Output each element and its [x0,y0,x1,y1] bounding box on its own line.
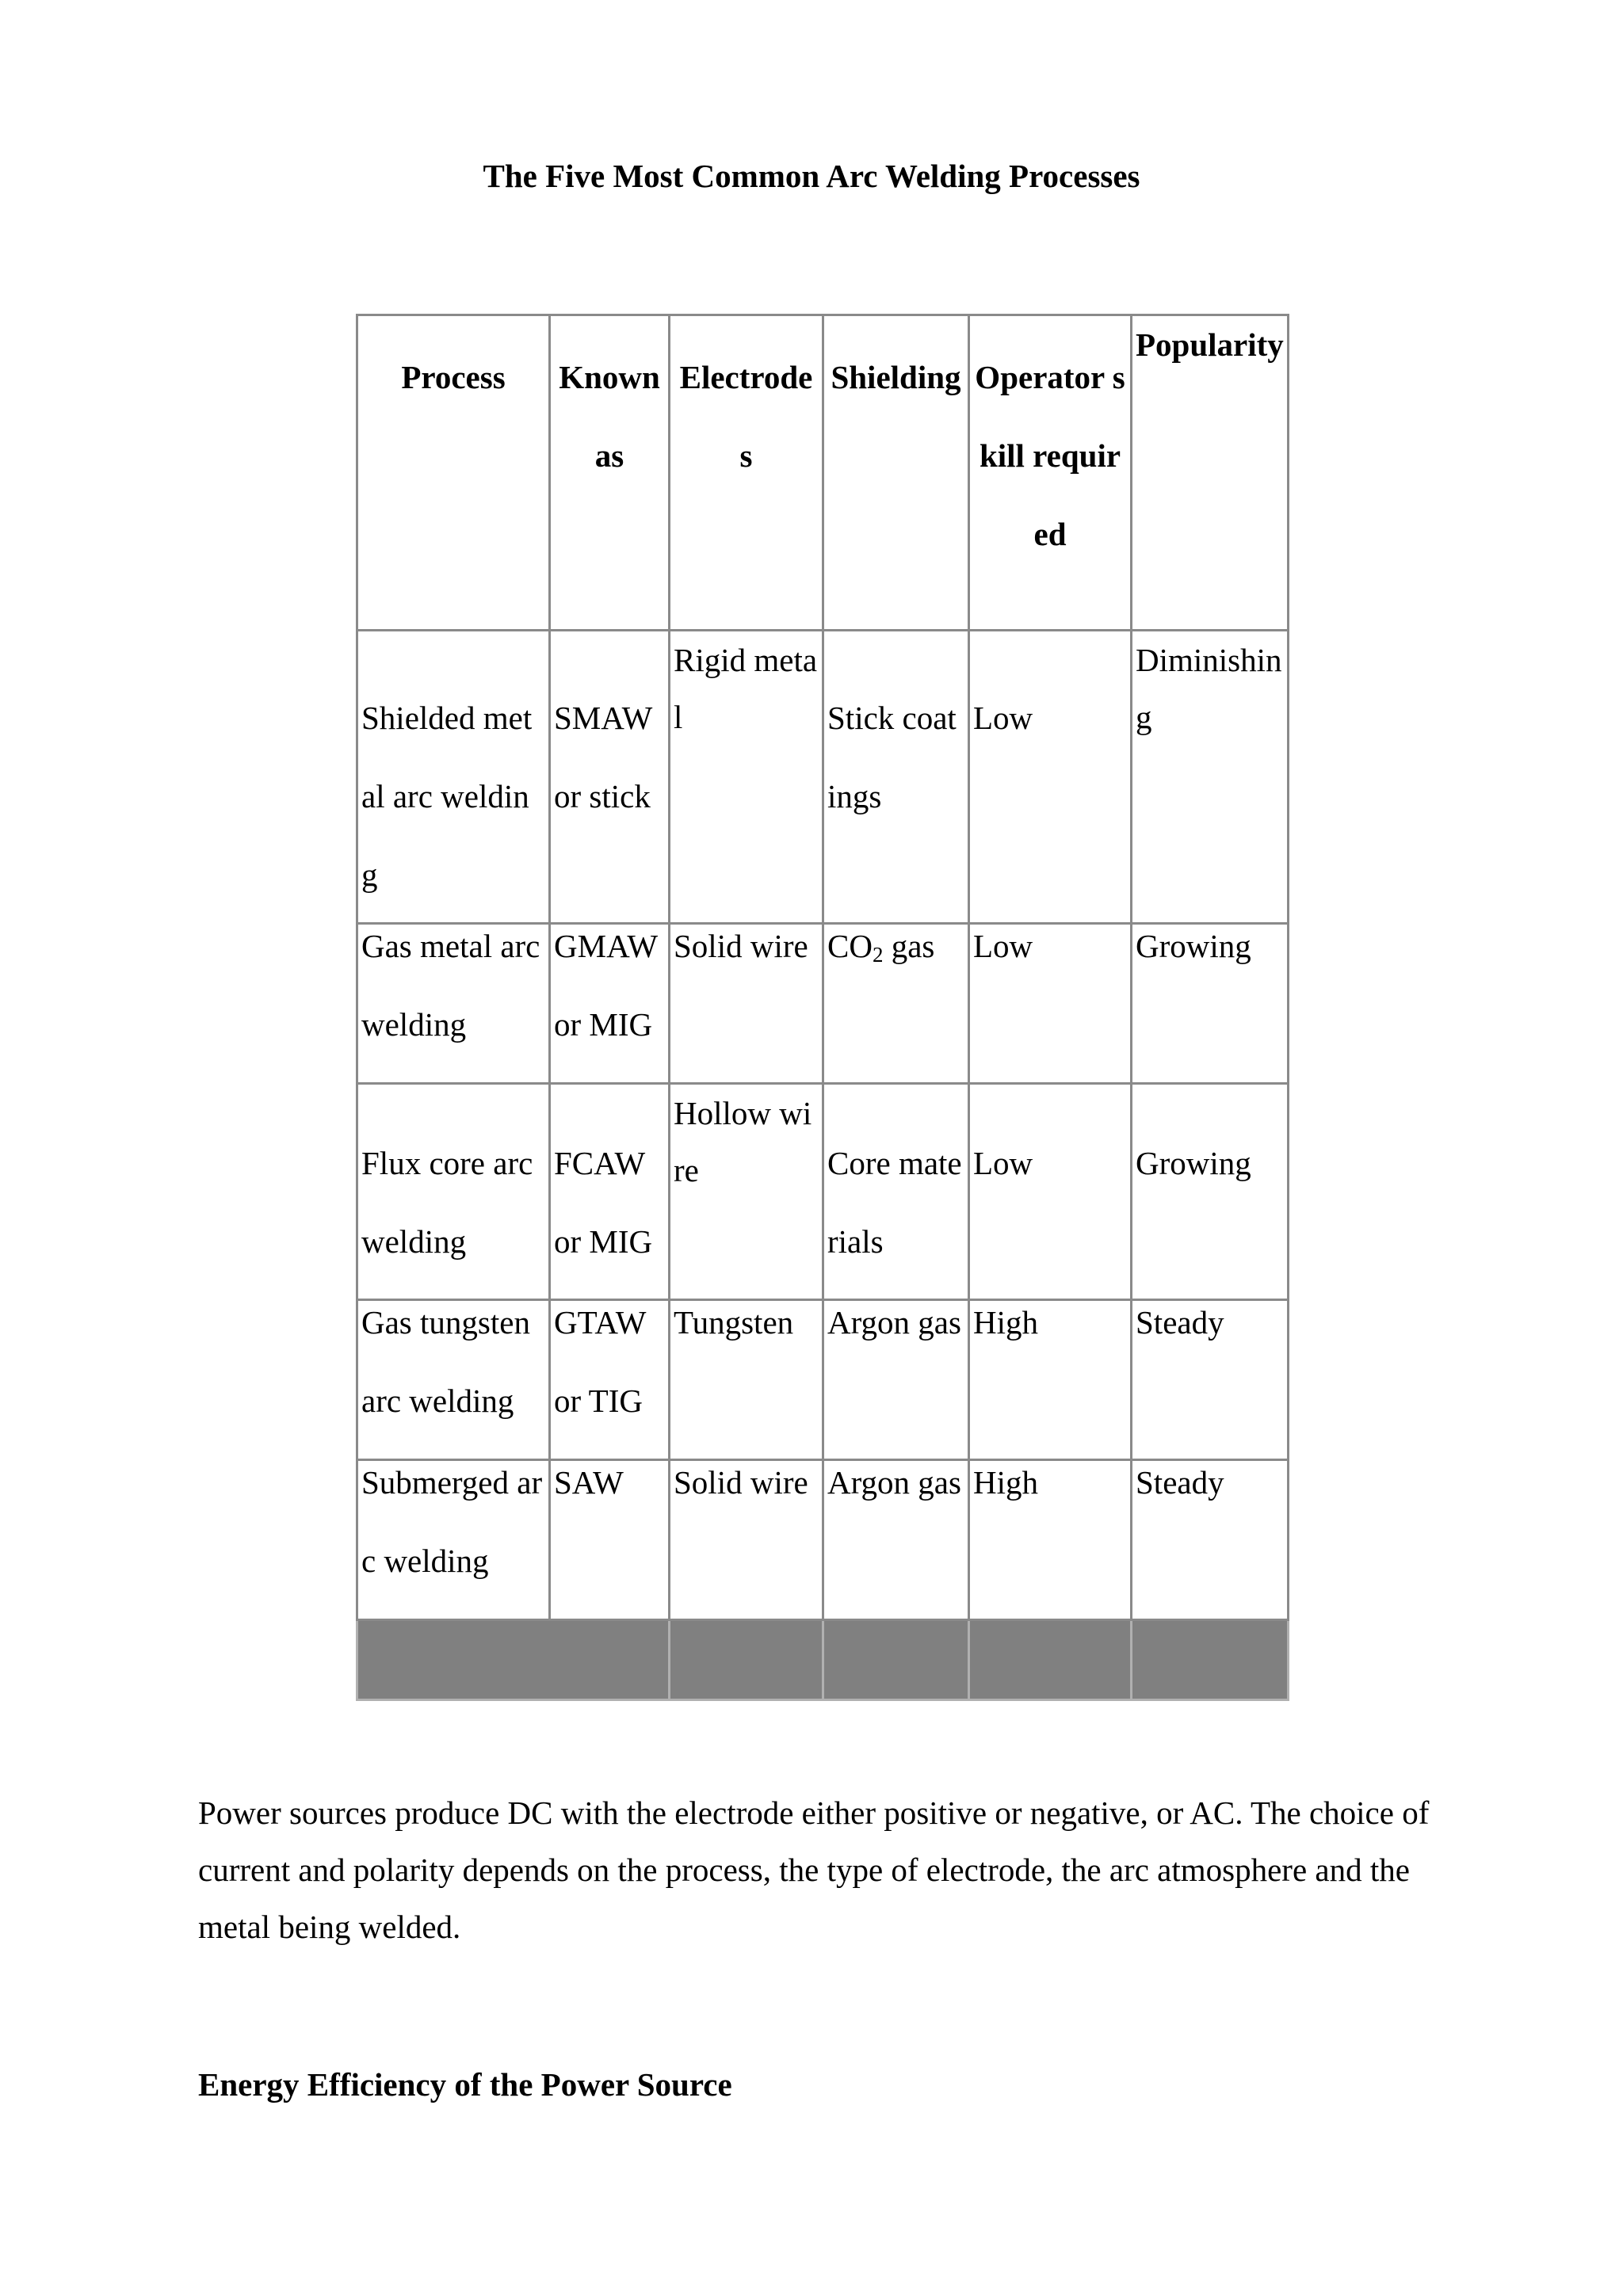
cell-process: Gas tungsten arc welding [357,1300,550,1460]
cell-electrodes: Hollow wire [670,1084,823,1300]
cell-electrodes: Solid wire [670,924,823,1084]
table-row [357,924,1289,1084]
cell-known-as: SMAW or stick [550,631,670,924]
footer-cell [1132,1620,1289,1700]
cell-known-as: FCAW or MIG [550,1084,670,1300]
footer-cell [670,1620,823,1700]
cell-shielding: Argon gas [823,1460,969,1620]
cell-operator-skill: Low [969,924,1132,1084]
header-process: Process [357,315,550,631]
header-popularity: Popularity [1132,315,1289,631]
cell-operator-skill: Low [969,631,1132,924]
cell-known-as: GTAW or TIG [550,1300,670,1460]
cell-process: Flux core arc welding [357,1084,550,1300]
cell-electrodes: Rigid metal [670,631,823,924]
footer-cell [357,1620,670,1700]
cell-known-as: GMAW or MIG [550,924,670,1084]
cell-shielding: Argon gas [823,1300,969,1460]
table-row [357,1460,1289,1620]
cell-known-as: SAW [550,1460,670,1620]
body-paragraph: Power sources produce DC with the electrode either positive or negative, or AC. The choice of current and polarity depends on the process, the type of electrode, the arc atmosphere and the metal being welded. [198,1794,1430,1945]
table-row [357,1084,1289,1300]
cell-operator-skill: High [969,1300,1132,1460]
header-electrodes: Electrodes [670,315,823,631]
cell-shielding: Core materials [823,1084,969,1300]
cell-operator-skill: High [969,1460,1132,1620]
cell-popularity: Growing [1132,924,1289,1084]
welding-processes-table [356,314,1289,1701]
header-operator-skill: Operator skill required [969,315,1132,631]
table-header-row [357,315,1289,631]
section-heading: Energy Efficiency of the Power Source [198,2066,732,2103]
page-title: The Five Most Common Arc Welding Processes [483,158,1140,194]
cell-popularity: Diminishing [1132,631,1289,924]
cell-process: Submerged arc welding [357,1460,550,1620]
table-row [357,1300,1289,1460]
cell-popularity: Growing [1132,1084,1289,1300]
cell-shielding: $CO_2$ gas [823,924,969,1084]
cell-operator-skill: Low [969,1084,1132,1300]
table-footer-row [357,1620,1289,1700]
cell-popularity: Steady [1132,1300,1289,1460]
cell-electrodes: Solid wire [670,1460,823,1620]
cell-shielding: Stick coatings [823,631,969,924]
cell-process: Shielded metal arc welding [357,631,550,924]
cell-electrodes: Tungsten [670,1300,823,1460]
header-shielding: Shielding [823,315,969,631]
cell-popularity: Steady [1132,1460,1289,1620]
table-row [357,631,1289,924]
cell-process: Gas metal arc welding [357,924,550,1084]
header-known-as: Known as [550,315,670,631]
footer-cell [823,1620,969,1700]
footer-cell [969,1620,1132,1700]
